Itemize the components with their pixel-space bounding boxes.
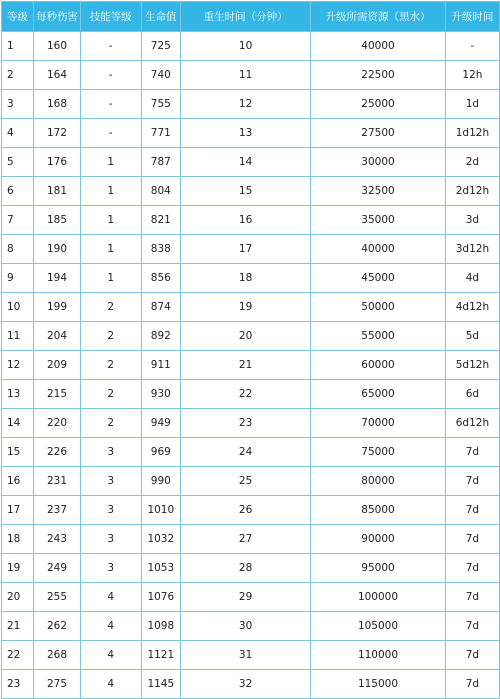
cell-level: 13 bbox=[2, 380, 34, 409]
cell-dps: 194 bbox=[34, 264, 81, 293]
cell-upgrade-time: 7d bbox=[445, 496, 499, 525]
cell-respawn-time: 20 bbox=[181, 322, 311, 351]
cell-upgrade-time: 5d12h bbox=[445, 351, 499, 380]
cell-level: 4 bbox=[2, 119, 34, 148]
cell-upgrade-time: 7d bbox=[445, 670, 499, 699]
cell-upgrade-time: 5d bbox=[445, 322, 499, 351]
cell-skill-level: 3 bbox=[80, 525, 141, 554]
cell-dps: 185 bbox=[34, 206, 81, 235]
cell-upgrade-cost: 110000 bbox=[311, 641, 446, 670]
cell-dps: 204 bbox=[34, 322, 81, 351]
cell-skill-level: - bbox=[80, 119, 141, 148]
table-row bbox=[2, 61, 500, 90]
table-row bbox=[2, 612, 500, 641]
cell-respawn-time: 32 bbox=[181, 670, 311, 699]
cell-dps: 268 bbox=[34, 641, 81, 670]
cell-skill-level: 1 bbox=[80, 206, 141, 235]
cell-level: 3 bbox=[2, 90, 34, 119]
cell-skill-level: 3 bbox=[80, 554, 141, 583]
table-row bbox=[2, 264, 500, 293]
cell-level: 14 bbox=[2, 409, 34, 438]
cell-level: 16 bbox=[2, 467, 34, 496]
cell-respawn-time: 21 bbox=[181, 351, 311, 380]
cell-level: 10 bbox=[2, 293, 34, 322]
cell-dps: 190 bbox=[34, 235, 81, 264]
cell-level: 23 bbox=[2, 670, 34, 699]
cell-skill-level: 4 bbox=[80, 641, 141, 670]
cell-hp: 911 bbox=[141, 351, 181, 380]
cell-hp: 1053 bbox=[141, 554, 181, 583]
cell-upgrade-cost: 65000 bbox=[311, 380, 446, 409]
cell-respawn-time: 17 bbox=[181, 235, 311, 264]
cell-skill-level: 3 bbox=[80, 438, 141, 467]
cell-skill-level: 2 bbox=[80, 293, 141, 322]
cell-level: 15 bbox=[2, 438, 34, 467]
upgrade-table bbox=[1, 1, 500, 699]
cell-upgrade-time: 7d bbox=[445, 438, 499, 467]
cell-upgrade-cost: 60000 bbox=[311, 351, 446, 380]
cell-skill-level: - bbox=[80, 61, 141, 90]
cell-upgrade-time: 3d bbox=[445, 206, 499, 235]
table-row bbox=[2, 206, 500, 235]
cell-skill-level: 2 bbox=[80, 351, 141, 380]
cell-level: 6 bbox=[2, 177, 34, 206]
cell-respawn-time: 18 bbox=[181, 264, 311, 293]
header-skill-level: 技能等级 bbox=[80, 2, 141, 32]
cell-upgrade-cost: 85000 bbox=[311, 496, 446, 525]
cell-upgrade-time: 7d bbox=[445, 467, 499, 496]
cell-level: 22 bbox=[2, 641, 34, 670]
cell-upgrade-time: 12h bbox=[445, 61, 499, 90]
cell-upgrade-time: 4d12h bbox=[445, 293, 499, 322]
header-respawn-time: 重生时间（分钟） bbox=[181, 2, 311, 32]
table-row bbox=[2, 351, 500, 380]
cell-skill-level: 4 bbox=[80, 670, 141, 699]
cell-respawn-time: 15 bbox=[181, 177, 311, 206]
cell-skill-level: 1 bbox=[80, 235, 141, 264]
cell-skill-level: 1 bbox=[80, 177, 141, 206]
table-row bbox=[2, 670, 500, 699]
cell-hp: 930 bbox=[141, 380, 181, 409]
cell-hp: 892 bbox=[141, 322, 181, 351]
cell-upgrade-cost: 40000 bbox=[311, 32, 446, 61]
table-row bbox=[2, 554, 500, 583]
cell-respawn-time: 13 bbox=[181, 119, 311, 148]
cell-level: 7 bbox=[2, 206, 34, 235]
cell-level: 12 bbox=[2, 351, 34, 380]
table-row bbox=[2, 322, 500, 351]
header-level: 等级 bbox=[2, 2, 34, 32]
table-row bbox=[2, 641, 500, 670]
table-row bbox=[2, 496, 500, 525]
cell-dps: 168 bbox=[34, 90, 81, 119]
table-body bbox=[2, 32, 500, 699]
cell-hp: 725 bbox=[141, 32, 181, 61]
header-upgrade-time: 升级时间 bbox=[445, 2, 499, 32]
cell-hp: 856 bbox=[141, 264, 181, 293]
cell-hp: 821 bbox=[141, 206, 181, 235]
cell-skill-level: - bbox=[80, 32, 141, 61]
cell-level: 5 bbox=[2, 148, 34, 177]
cell-dps: 220 bbox=[34, 409, 81, 438]
table-row bbox=[2, 32, 500, 61]
cell-upgrade-time: 3d12h bbox=[445, 235, 499, 264]
cell-respawn-time: 30 bbox=[181, 612, 311, 641]
cell-upgrade-cost: 70000 bbox=[311, 409, 446, 438]
cell-skill-level: 2 bbox=[80, 380, 141, 409]
cell-upgrade-cost: 115000 bbox=[311, 670, 446, 699]
cell-upgrade-time: 7d bbox=[445, 583, 499, 612]
cell-level: 20 bbox=[2, 583, 34, 612]
cell-dps: 255 bbox=[34, 583, 81, 612]
cell-dps: 181 bbox=[34, 177, 81, 206]
cell-skill-level: 3 bbox=[80, 496, 141, 525]
cell-upgrade-time: 2d bbox=[445, 148, 499, 177]
cell-level: 19 bbox=[2, 554, 34, 583]
table-row bbox=[2, 525, 500, 554]
cell-respawn-time: 19 bbox=[181, 293, 311, 322]
cell-level: 17 bbox=[2, 496, 34, 525]
cell-upgrade-cost: 55000 bbox=[311, 322, 446, 351]
cell-level: 18 bbox=[2, 525, 34, 554]
cell-respawn-time: 14 bbox=[181, 148, 311, 177]
table-row bbox=[2, 148, 500, 177]
cell-respawn-time: 16 bbox=[181, 206, 311, 235]
cell-respawn-time: 28 bbox=[181, 554, 311, 583]
cell-upgrade-time: - bbox=[445, 32, 499, 61]
cell-upgrade-cost: 35000 bbox=[311, 206, 446, 235]
header-hp: 生命值 bbox=[141, 2, 181, 32]
cell-upgrade-time: 2d12h bbox=[445, 177, 499, 206]
cell-dps: 209 bbox=[34, 351, 81, 380]
cell-upgrade-cost: 100000 bbox=[311, 583, 446, 612]
cell-skill-level: 2 bbox=[80, 409, 141, 438]
cell-dps: 172 bbox=[34, 119, 81, 148]
cell-upgrade-cost: 80000 bbox=[311, 467, 446, 496]
cell-upgrade-cost: 32500 bbox=[311, 177, 446, 206]
cell-dps: 199 bbox=[34, 293, 81, 322]
cell-respawn-time: 24 bbox=[181, 438, 311, 467]
cell-dps: 231 bbox=[34, 467, 81, 496]
cell-upgrade-cost: 75000 bbox=[311, 438, 446, 467]
table-row bbox=[2, 235, 500, 264]
cell-level: 2 bbox=[2, 61, 34, 90]
cell-hp: 755 bbox=[141, 90, 181, 119]
cell-skill-level: 1 bbox=[80, 264, 141, 293]
cell-hp: 874 bbox=[141, 293, 181, 322]
cell-hp: 838 bbox=[141, 235, 181, 264]
cell-skill-level: 2 bbox=[80, 322, 141, 351]
upgrade-table-container bbox=[1, 1, 500, 699]
header-dps: 每秒伤害 bbox=[34, 2, 81, 32]
cell-dps: 243 bbox=[34, 525, 81, 554]
cell-hp: 740 bbox=[141, 61, 181, 90]
cell-hp: 804 bbox=[141, 177, 181, 206]
cell-hp: 771 bbox=[141, 119, 181, 148]
cell-upgrade-time: 4d bbox=[445, 264, 499, 293]
cell-respawn-time: 22 bbox=[181, 380, 311, 409]
cell-upgrade-time: 7d bbox=[445, 554, 499, 583]
cell-upgrade-cost: 27500 bbox=[311, 119, 446, 148]
cell-upgrade-cost: 90000 bbox=[311, 525, 446, 554]
cell-dps: 160 bbox=[34, 32, 81, 61]
cell-hp: 949 bbox=[141, 409, 181, 438]
cell-upgrade-time: 1d bbox=[445, 90, 499, 119]
cell-upgrade-time: 7d bbox=[445, 612, 499, 641]
cell-dps: 249 bbox=[34, 554, 81, 583]
table-row bbox=[2, 90, 500, 119]
cell-upgrade-time: 1d12h bbox=[445, 119, 499, 148]
cell-upgrade-cost: 22500 bbox=[311, 61, 446, 90]
cell-upgrade-cost: 105000 bbox=[311, 612, 446, 641]
cell-upgrade-time: 6d bbox=[445, 380, 499, 409]
header-row bbox=[2, 2, 500, 32]
cell-dps: 262 bbox=[34, 612, 81, 641]
table-header bbox=[2, 2, 500, 32]
cell-hp: 1010 bbox=[141, 496, 181, 525]
cell-skill-level: 4 bbox=[80, 612, 141, 641]
cell-upgrade-time: 7d bbox=[445, 525, 499, 554]
cell-level: 1 bbox=[2, 32, 34, 61]
table-row bbox=[2, 293, 500, 322]
table-row bbox=[2, 119, 500, 148]
cell-hp: 969 bbox=[141, 438, 181, 467]
cell-hp: 1076 bbox=[141, 583, 181, 612]
cell-skill-level: - bbox=[80, 90, 141, 119]
cell-dps: 275 bbox=[34, 670, 81, 699]
cell-upgrade-cost: 95000 bbox=[311, 554, 446, 583]
table-row bbox=[2, 380, 500, 409]
cell-level: 11 bbox=[2, 322, 34, 351]
cell-respawn-time: 12 bbox=[181, 90, 311, 119]
cell-hp: 1121 bbox=[141, 641, 181, 670]
cell-upgrade-cost: 50000 bbox=[311, 293, 446, 322]
cell-skill-level: 1 bbox=[80, 148, 141, 177]
cell-skill-level: 4 bbox=[80, 583, 141, 612]
cell-hp: 1145 bbox=[141, 670, 181, 699]
cell-hp: 1032 bbox=[141, 525, 181, 554]
header-upgrade-cost: 升级所需资源（黑水） bbox=[311, 2, 446, 32]
cell-skill-level: 3 bbox=[80, 467, 141, 496]
cell-dps: 176 bbox=[34, 148, 81, 177]
cell-dps: 215 bbox=[34, 380, 81, 409]
cell-level: 8 bbox=[2, 235, 34, 264]
cell-level: 9 bbox=[2, 264, 34, 293]
cell-upgrade-time: 7d bbox=[445, 641, 499, 670]
cell-dps: 237 bbox=[34, 496, 81, 525]
cell-upgrade-cost: 30000 bbox=[311, 148, 446, 177]
cell-upgrade-cost: 45000 bbox=[311, 264, 446, 293]
table-row bbox=[2, 177, 500, 206]
cell-hp: 1098 bbox=[141, 612, 181, 641]
cell-hp: 990 bbox=[141, 467, 181, 496]
cell-dps: 226 bbox=[34, 438, 81, 467]
cell-respawn-time: 29 bbox=[181, 583, 311, 612]
cell-upgrade-time: 6d12h bbox=[445, 409, 499, 438]
table-row bbox=[2, 467, 500, 496]
cell-respawn-time: 31 bbox=[181, 641, 311, 670]
cell-respawn-time: 10 bbox=[181, 32, 311, 61]
table-row bbox=[2, 438, 500, 467]
cell-respawn-time: 26 bbox=[181, 496, 311, 525]
cell-upgrade-cost: 25000 bbox=[311, 90, 446, 119]
table-row bbox=[2, 409, 500, 438]
table-row bbox=[2, 583, 500, 612]
cell-respawn-time: 23 bbox=[181, 409, 311, 438]
cell-level: 21 bbox=[2, 612, 34, 641]
cell-hp: 787 bbox=[141, 148, 181, 177]
cell-respawn-time: 27 bbox=[181, 525, 311, 554]
cell-dps: 164 bbox=[34, 61, 81, 90]
cell-upgrade-cost: 40000 bbox=[311, 235, 446, 264]
cell-respawn-time: 25 bbox=[181, 467, 311, 496]
cell-respawn-time: 11 bbox=[181, 61, 311, 90]
